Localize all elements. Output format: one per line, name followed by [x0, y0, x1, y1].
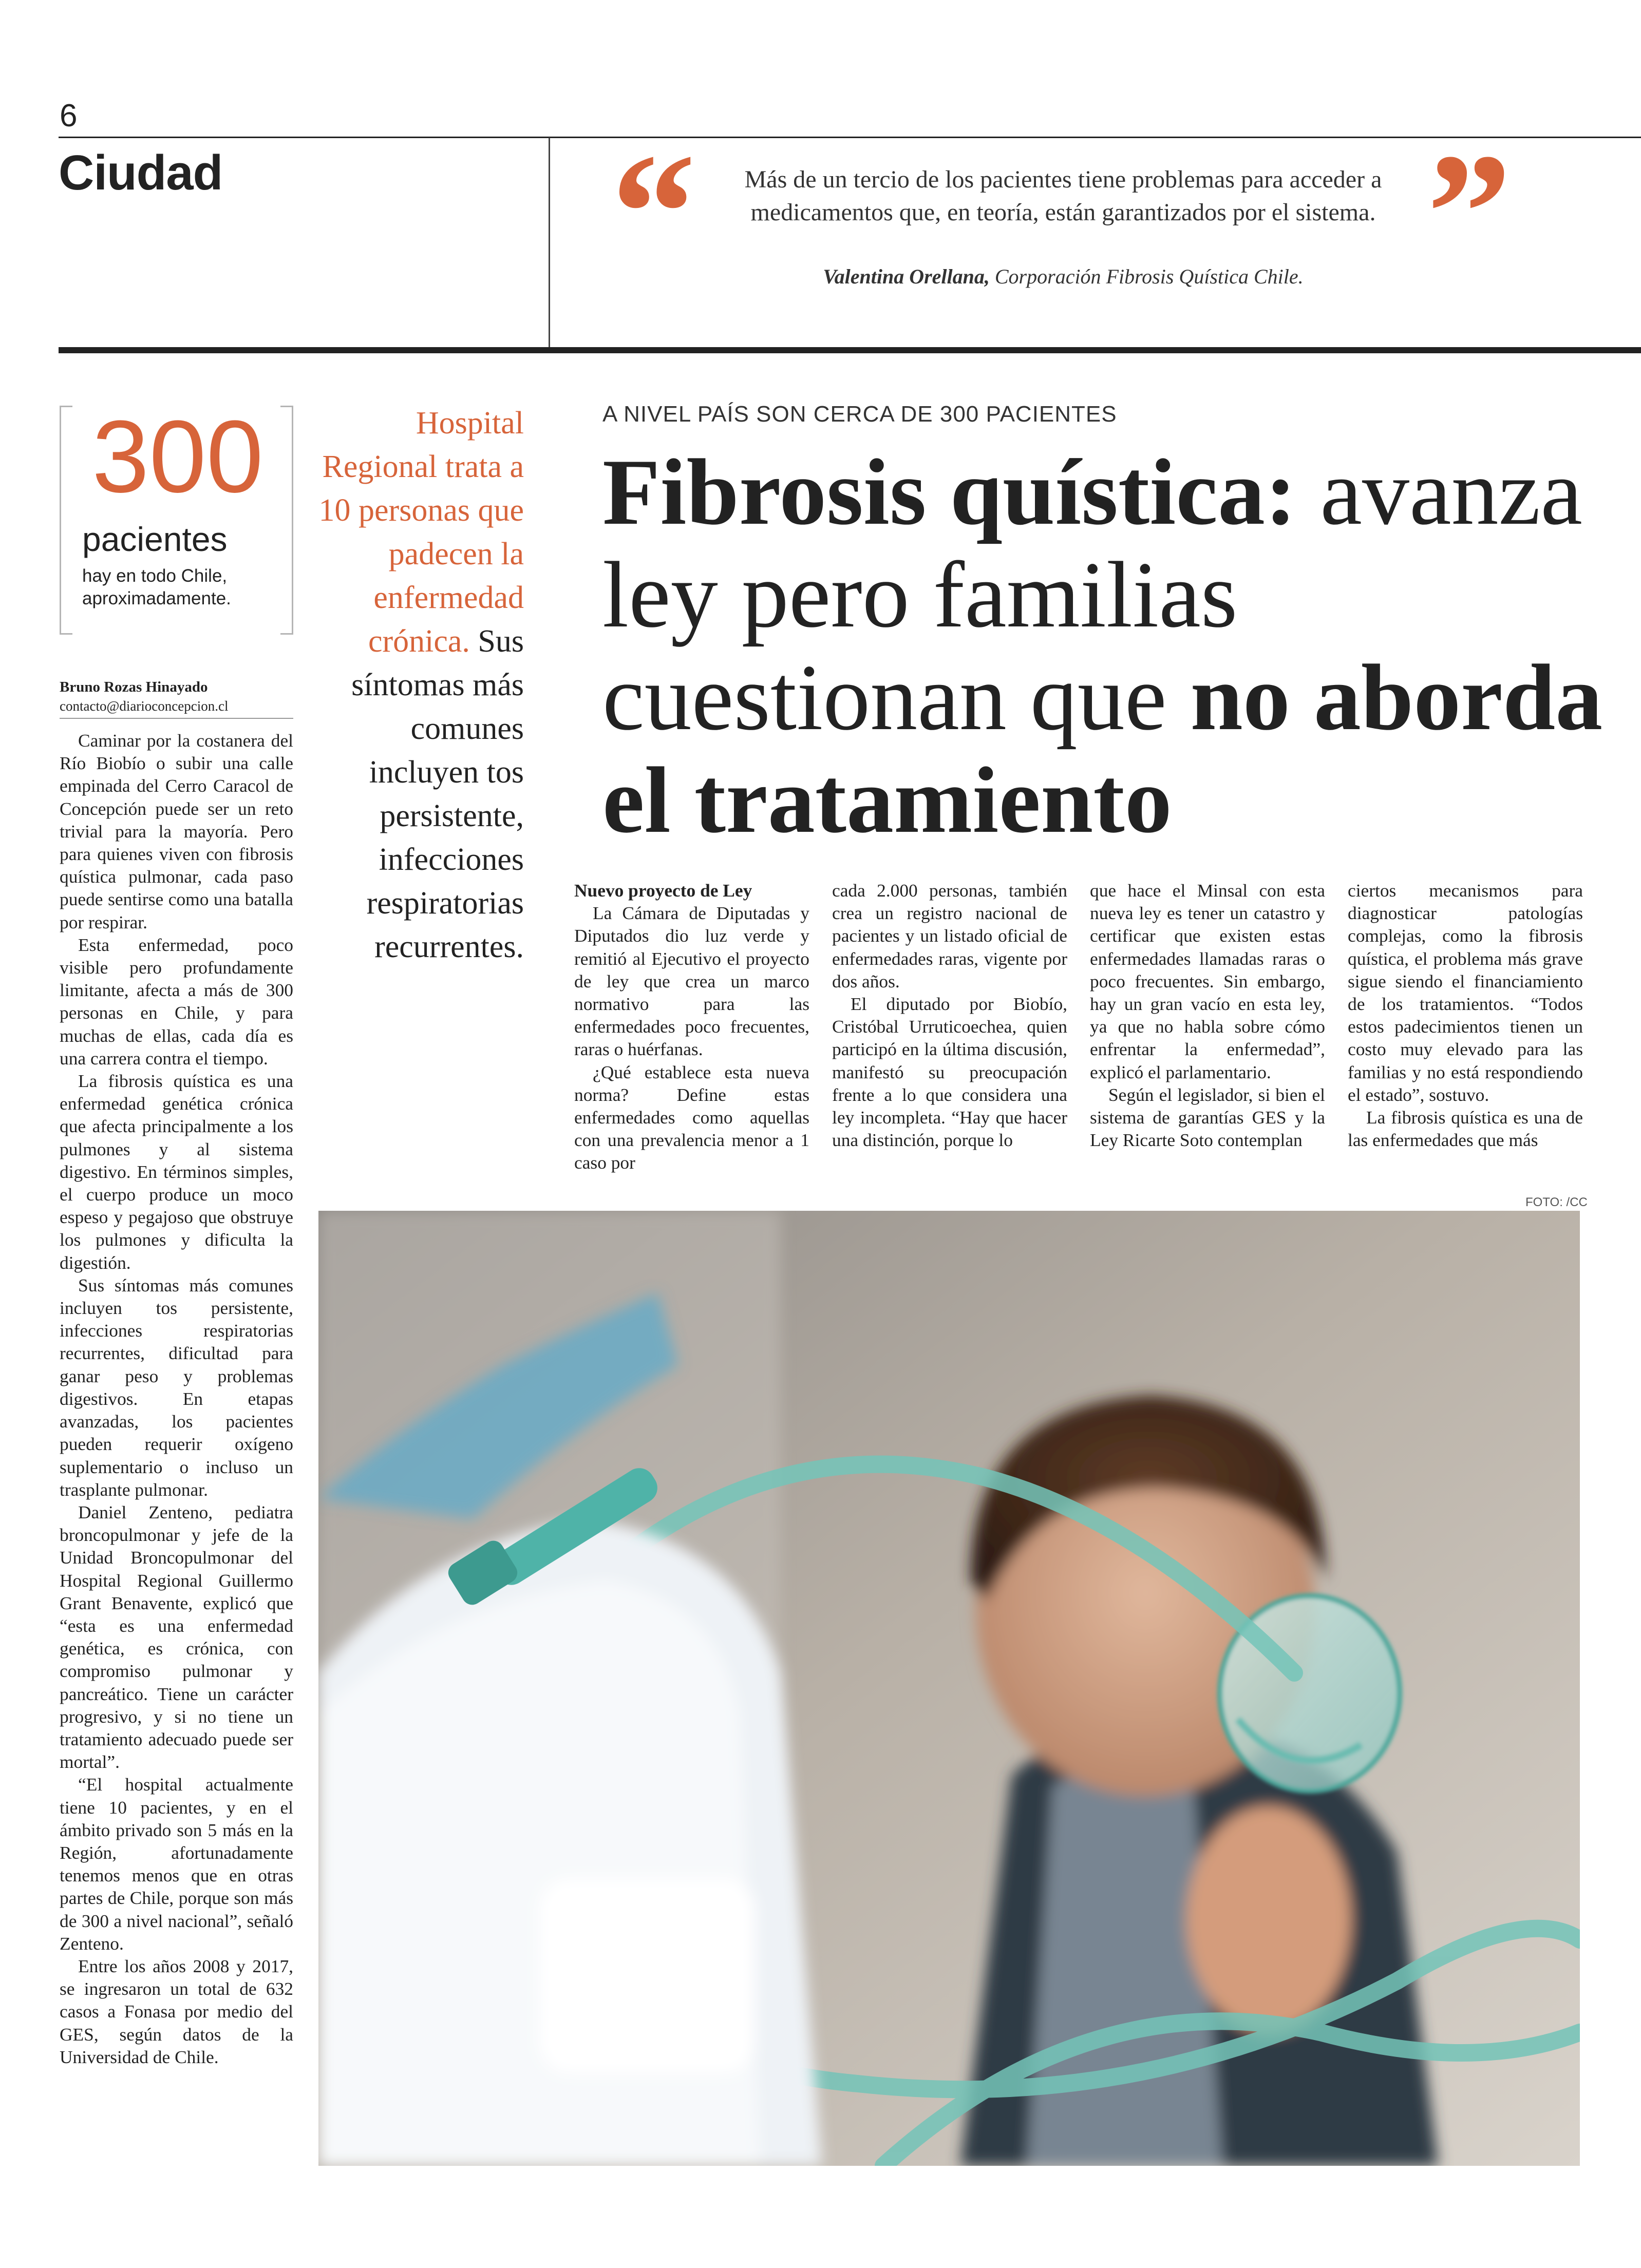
paragraph: Daniel Zenteno, pediatra broncopulmonar y jefe de la Unidad Broncopulmonar del Hospital Regional Guillermo Grant Benavente, explicó que “esta es una enfermedad genética, es crónica, con compromiso pulmonar y pancreático. Tiene un carácter progresivo, y si no tiene un tratamiento adecuado puede ser mortal”. [60, 1501, 293, 1773]
header-quote-attribution [704, 264, 1423, 289]
paragraph: ciertos mecanismos para diagnosticar patologías complejas, como la fibrosis quística, el problema más grave sigue siendo el financiamiento de los tratamientos. “Todos estos padecimientos tienen un costo muy elevado para las familias y no está respondiendo el estado”, sostuvo. [1348, 880, 1583, 1105]
open-quote-icon: “ [611, 119, 696, 307]
stat-label: pacientes [82, 520, 228, 558]
body-column-3 [1090, 879, 1325, 1151]
paragraph: La fibrosis quística es una de las enfermedades que más [1348, 1107, 1583, 1151]
byline-email[interactable]: contacto@diarioconcepcion.cl [60, 698, 229, 714]
paragraph: Caminar por la costanera del Río Biobío o subir una calle empinada del Cerro Caracol de Concepción puede ser un reto trivial para la mayoría. Pero para quienes viven con fibrosis quística pulmonar, cada paso puede sentirse como una batalla por respirar. [60, 730, 293, 932]
quote-affiliation: Corporación Fibrosis Quística Chile. [989, 265, 1304, 288]
section-title: Ciudad [59, 145, 223, 200]
paragraph: ¿Qué establece esta nueva norma? Define estas enfermedades como aquellas con una prevalencia menor a 1 caso por [574, 1061, 809, 1173]
body-column-2 [832, 879, 1067, 1151]
paragraph: Entre los años 2008 y 2017, se ingresaron un total de 632 casos a Fonasa por medio del GES, según datos de la Universidad de Chile. [60, 1955, 293, 2067]
stat-sublabel-line-1: hay en todo Chile, [82, 566, 228, 586]
stat-sublabel [82, 565, 231, 610]
article-photo [318, 1211, 1580, 2166]
paragraph: Sus síntomas más comunes incluyen tos persistente, infecciones respiratorias recurrentes, dificultad para ganar peso y problemas digestivos. En etapas avanzadas, los pacientes pueden requerir oxígeno suplementario o incluso un trasplante pulmonar. [60, 1274, 293, 1500]
header-rule [59, 137, 1641, 138]
paragraph: Esta enfermedad, poco visible pero profundamente limitante, afecta a más de 300 personas en Chile, y para muchas de ellas, cada día es una carrera contra el tiempo. [60, 934, 293, 1069]
byline-name: Bruno Rozas Hinayado [60, 679, 208, 695]
header-divider [549, 138, 550, 348]
pull-quote-highlight: Hospital Regional trata a 10 personas que padecen la enfermedad crónica. [318, 406, 524, 659]
article-kicker: A NIVEL PAÍS SON CERCA DE 300 PACIENTES [602, 402, 1117, 427]
photo-credit: FOTO: /CC [1525, 1195, 1588, 1209]
paragraph: “El hospital actualmente tiene 10 pacientes, y en el ámbito privado son 5 más en la Región, afortunadamente tenemos menos que en otras partes de Chile, porque son más de 300 a nivel nacional”, señaló Zenteno. [60, 1774, 293, 1954]
stat-bracket-right [280, 406, 293, 635]
paragraph: que hace el Minsal con esta nueva ley es tener un catastro y certificar que existen estas enfermedades llamadas raras o poco frecuentes. Sin embargo, hay un gran vacío en esta ley, ya que no habla sobre cómo enfrentar la enfermedad”, explicó el parlamentario. [1090, 880, 1325, 1082]
headline-bold-part-2: no aborda el tratamiento [602, 645, 1603, 852]
stat-sublabel-line-2: aproximadamente. [82, 588, 231, 608]
subheading: Nuevo proyecto de Ley [574, 880, 752, 901]
pull-quote [318, 402, 524, 969]
body-column-4 [1348, 879, 1583, 1151]
paragraph: Según el legislador, si bien el sistema de garantías GES y la Ley Ricarte Soto contemplan [1090, 1084, 1325, 1151]
stat-bracket-left [60, 406, 72, 635]
close-quote-icon: ” [1427, 119, 1512, 307]
body-column-1 [574, 879, 809, 1174]
page-number: 6 [60, 98, 78, 134]
quote-author: Valentina Orellana, [823, 265, 990, 288]
stat-number: 300 [92, 399, 263, 514]
headline-regular-part: avanza ley pero familias cuestionan que [602, 440, 1582, 750]
paragraph: El diputado por Biobío, Cristóbal Urruticoechea, quien participó en la última discusión, manifestó su preocupación frente a lo que considera una ley incompleta. “Hay que hacer una distinción, porque lo [832, 994, 1067, 1151]
paragraph: cada 2.000 personas, también crea un registro nacional de pacientes y un listado oficial de enfermedades raras, vigente por dos años. [832, 880, 1067, 992]
headline-bold-part-1: Fibrosis quística: [602, 440, 1297, 544]
header-thick-rule [59, 347, 1641, 353]
left-column-body [60, 729, 293, 2068]
header-quote-text: Más de un tercio de los pacientes tiene problemas para acceder a medicamentos que, en teoría, están garantizados por el sistema. [744, 166, 1382, 226]
pull-quote-text: Sus síntomas más comunes incluyen tos persistente, infecciones respiratorias recurrentes. [351, 624, 524, 964]
article-headline [602, 441, 1630, 851]
paragraph: La Cámara de Diputadas y Diputados dio luz verde y remitió al Ejecutivo el proyecto de ley que crea un marco normativo para las enfermedades poco frecuentes, raras o huérfanas. [574, 903, 809, 1060]
byline-rule [60, 718, 293, 719]
stat-box [60, 399, 293, 632]
paragraph: La fibrosis quística es una enfermedad genética crónica que afecta principalmente a los pulmones y al sistema digestivo. En términos simples, el cuerpo produce un moco espeso y pegajoso que obstruye los pulmones y dificulta la digestión. [60, 1071, 293, 1273]
